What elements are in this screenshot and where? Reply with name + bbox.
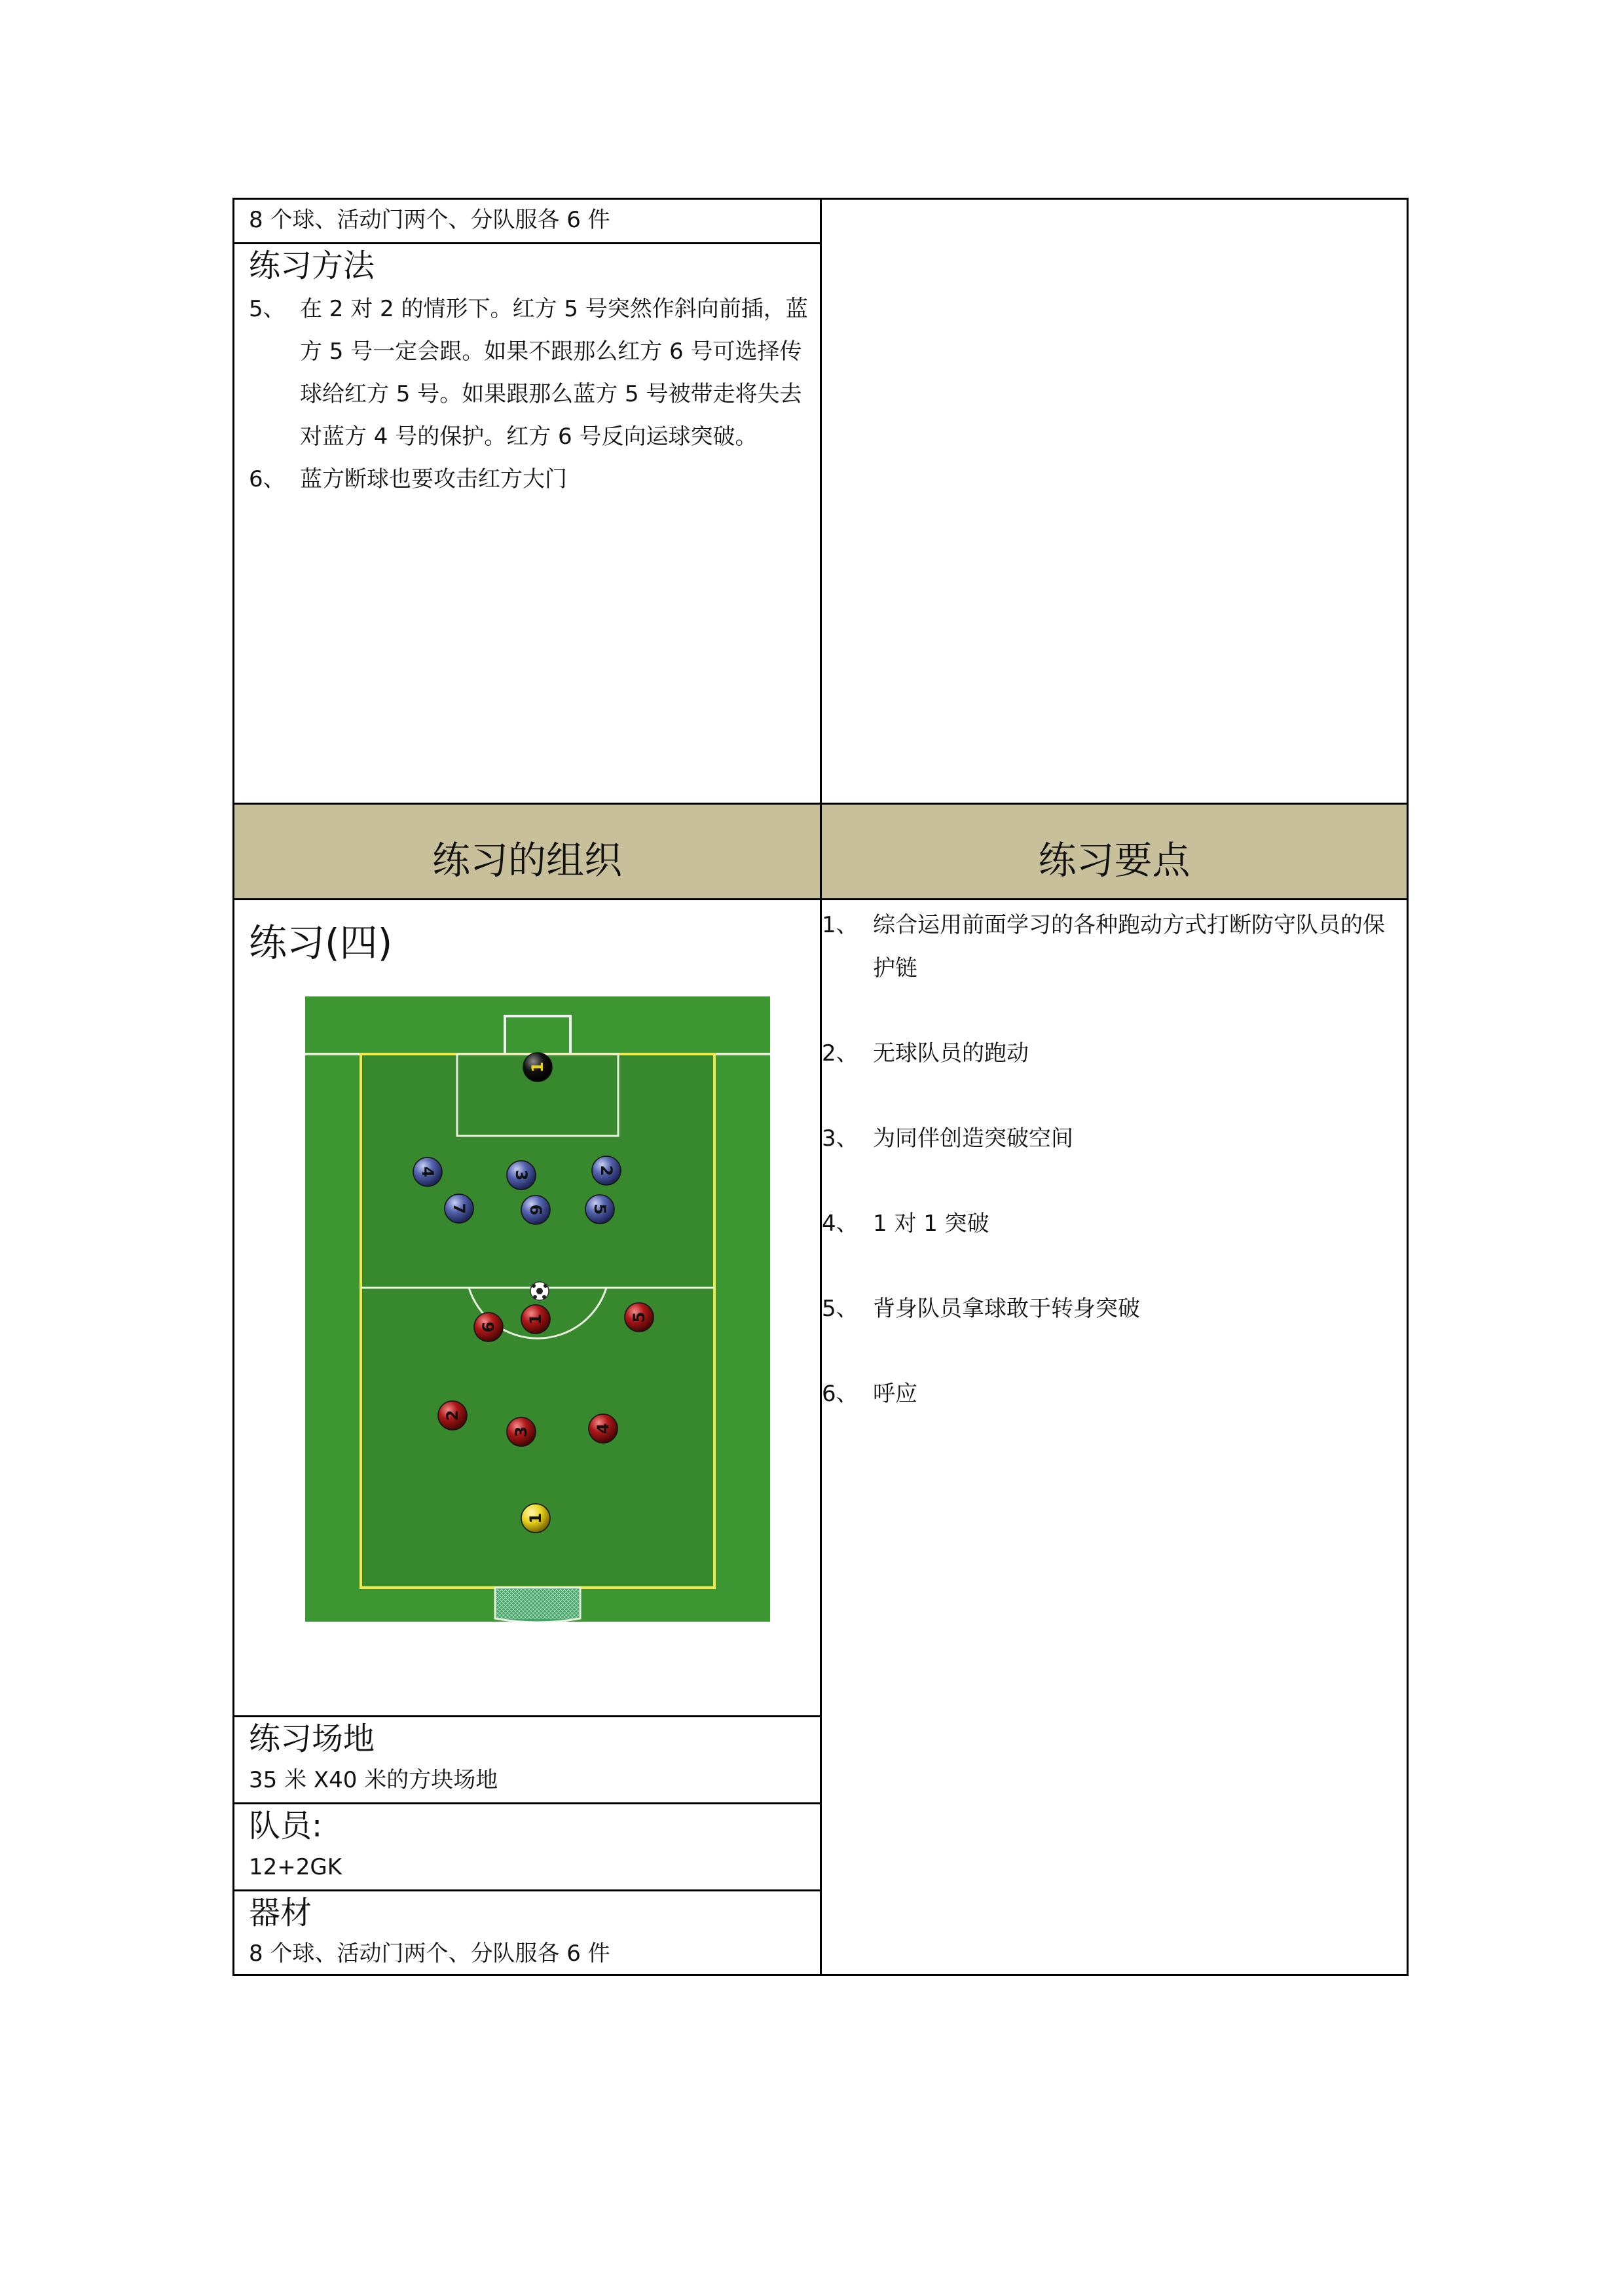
players-title: 队员: xyxy=(249,1808,323,1844)
blue-player-token xyxy=(507,1161,536,1190)
blue-player-token xyxy=(592,1156,621,1185)
player-number: 3 xyxy=(512,1426,530,1438)
row-divider xyxy=(232,1889,821,1891)
field-text: 35 米 X40 米的方块场地 xyxy=(249,1767,498,1793)
player-number: 1 xyxy=(528,1061,547,1073)
point-text: 为同伴创造突破空间 xyxy=(873,1125,1073,1152)
method-steps xyxy=(249,288,809,501)
player-number: 1 xyxy=(526,1512,545,1524)
row-divider xyxy=(232,1715,821,1717)
key-point xyxy=(822,1372,1398,1415)
point-number: 4、 xyxy=(822,1211,858,1237)
red-player-token xyxy=(438,1401,467,1430)
point-text: 无球队员的跑动 xyxy=(873,1040,1029,1066)
key-points xyxy=(822,903,1398,1457)
row-divider xyxy=(232,1802,821,1804)
player-number: 6 xyxy=(479,1321,498,1333)
player-number: 5 xyxy=(630,1311,648,1323)
blue-player-token xyxy=(585,1195,614,1224)
step-number: 5、 xyxy=(249,296,286,322)
step-number: 6、 xyxy=(249,466,286,492)
row-divider xyxy=(232,242,821,244)
player-number: 2 xyxy=(443,1410,462,1421)
red-player-token xyxy=(589,1414,618,1443)
player-number: 7 xyxy=(450,1203,468,1214)
header-key-points: 练习要点 xyxy=(1038,838,1190,883)
red-player-token xyxy=(474,1313,503,1341)
header-cell-left xyxy=(234,805,820,898)
point-number: 1、 xyxy=(822,912,858,938)
key-point xyxy=(822,1287,1398,1330)
table-border-right xyxy=(1407,198,1409,1976)
point-text: 背身队员拿球敢于转身突破 xyxy=(873,1296,1140,1322)
blue-player-token xyxy=(521,1195,550,1224)
ball-icon xyxy=(530,1282,549,1300)
player-number: 2 xyxy=(597,1165,616,1176)
exercise-title: 练习(四) xyxy=(249,920,393,965)
header-organization: 练习的组织 xyxy=(432,838,622,883)
blue-player-token xyxy=(413,1157,442,1186)
table-border-left xyxy=(232,198,234,1976)
red-player-token xyxy=(521,1305,550,1334)
point-text: 综合运用前面学习的各种跑动方式打断防守队员的保护链 xyxy=(873,912,1385,981)
equipment-text: 8 个球、活动门两个、分队服各 6 件 xyxy=(249,1941,610,1967)
point-number: 2、 xyxy=(822,1040,858,1066)
field-title: 练习场地 xyxy=(249,1721,375,1757)
method-title: 练习方法 xyxy=(249,247,375,284)
header-bottom-border xyxy=(232,898,1409,900)
equipment-text-top: 8 个球、活动门两个、分队服各 6 件 xyxy=(249,207,610,233)
equipment-title: 器材 xyxy=(249,1895,312,1931)
player-number: 4 xyxy=(594,1423,612,1434)
blue-player-token xyxy=(445,1194,473,1223)
red-player-token xyxy=(625,1303,654,1332)
method-step xyxy=(249,288,809,458)
player-number: 3 xyxy=(512,1169,530,1181)
red-player-token xyxy=(507,1417,536,1446)
blue-goalkeeper-token xyxy=(523,1053,552,1082)
player-number: 6 xyxy=(526,1204,545,1216)
player-number: 5 xyxy=(591,1203,609,1215)
step-text: 蓝方断球也要攻击红方大门 xyxy=(300,466,567,492)
point-text: 1 对 1 突破 xyxy=(873,1211,989,1237)
point-number: 6、 xyxy=(822,1381,858,1407)
pitch-svg xyxy=(305,996,770,1622)
key-point xyxy=(822,903,1398,990)
method-step xyxy=(249,458,809,501)
header-cell-right xyxy=(822,805,1407,898)
point-number: 3、 xyxy=(822,1125,858,1152)
point-number: 5、 xyxy=(822,1296,858,1322)
step-text: 在 2 对 2 的情形下。红方 5 号突然作斜向前插，蓝方 5 号一定会跟。如果不跟那么红方 6 号可选择传球给红方 5 号。如果跟那么蓝方 5 号被带走将失去对蓝方 4 号的保护。红方 6 号反向运球突破。 xyxy=(300,296,808,450)
player-number: 4 xyxy=(418,1166,437,1178)
red-goalkeeper-token xyxy=(521,1504,550,1533)
key-point xyxy=(822,1032,1398,1075)
key-point xyxy=(822,1202,1398,1245)
key-point xyxy=(822,1117,1398,1160)
players-text: 12+2GK xyxy=(249,1854,342,1880)
player-number: 1 xyxy=(526,1313,545,1325)
field-diagram xyxy=(305,996,770,1622)
point-text: 呼应 xyxy=(873,1381,917,1407)
